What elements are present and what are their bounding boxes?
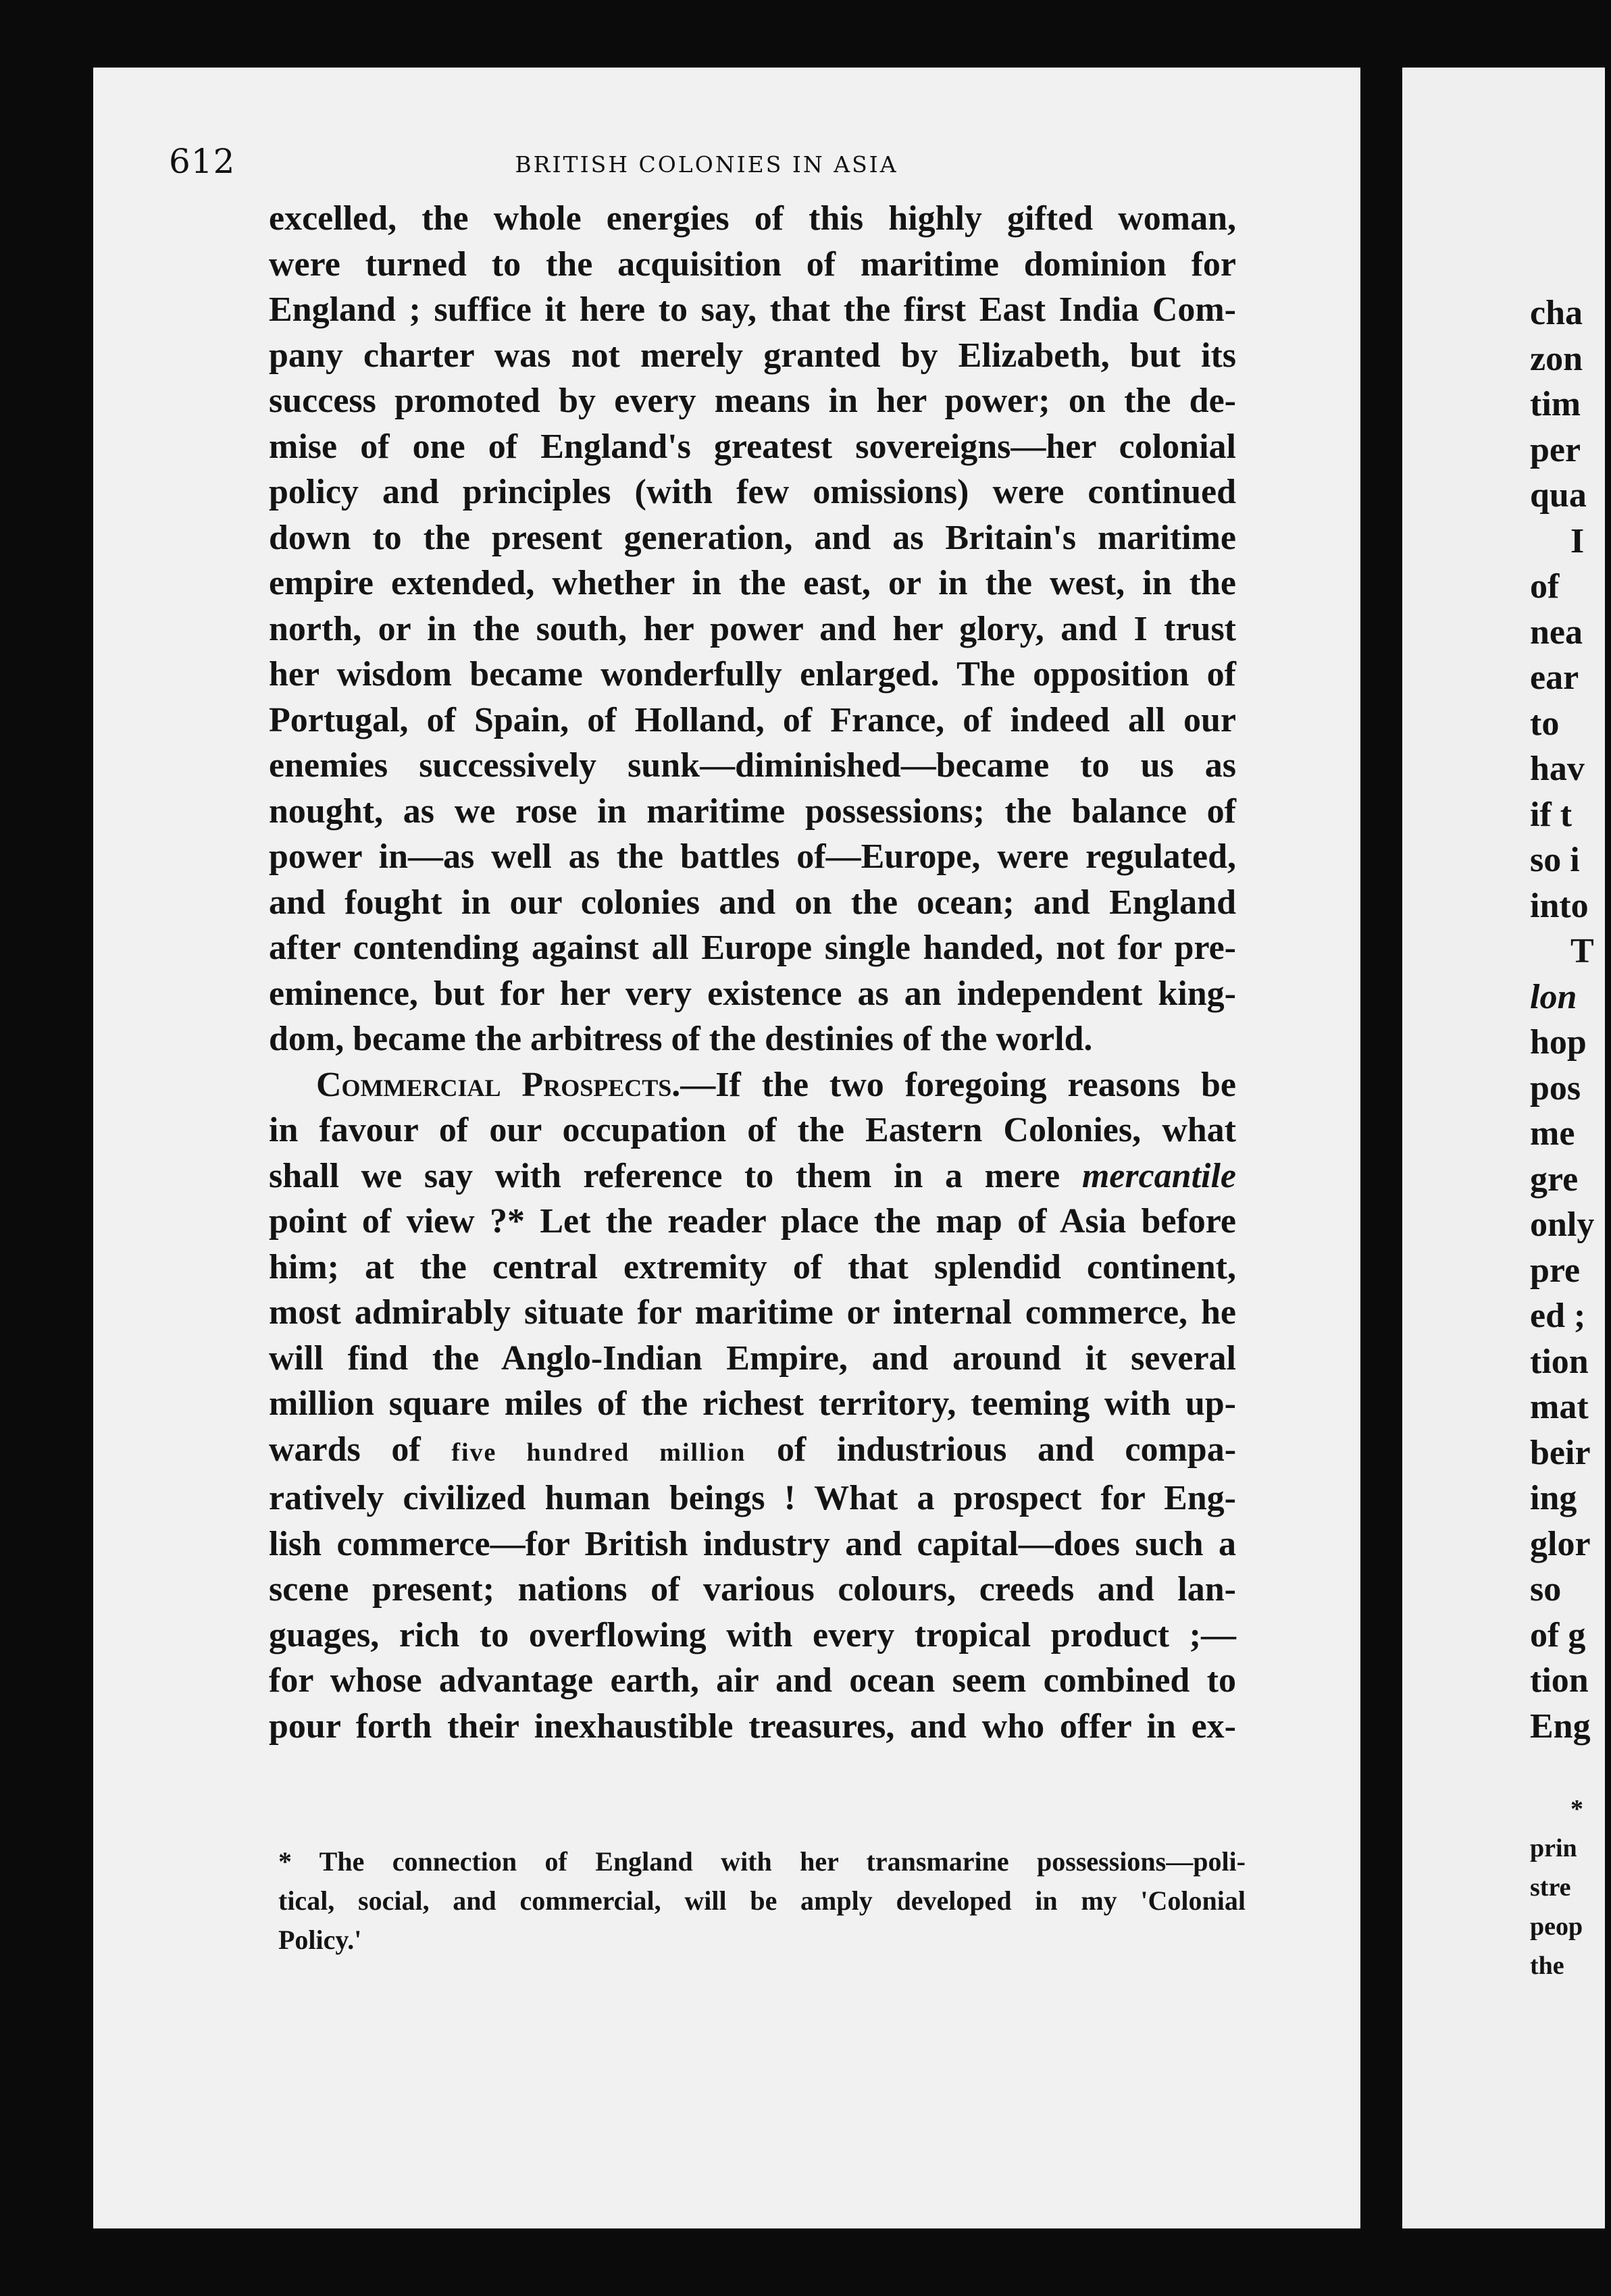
fragment: me xyxy=(1530,1114,1575,1153)
text-run: wards of xyxy=(269,1430,421,1469)
text-line: for whose advantage earth, air and ocean seem combined to xyxy=(269,1661,1236,1700)
fragment: if t xyxy=(1530,795,1572,834)
italic-word: mercantile xyxy=(1081,1156,1237,1195)
text-line: will find the Anglo-Indian Empire, and around it several xyxy=(269,1338,1236,1378)
fragment: of g xyxy=(1530,1615,1586,1654)
fragment: ed ; xyxy=(1530,1297,1586,1335)
text-line: pany charter was not merely granted by Elizabeth, but its xyxy=(269,336,1236,375)
text-line: empire extended, whether in the east, or in the west, in the xyxy=(269,564,1236,602)
text-line: England ; suffice it here to say, that the first East India Com- xyxy=(269,290,1236,329)
fragment: beir xyxy=(1530,1433,1591,1472)
section-heading: Commercial Prospects. xyxy=(316,1065,681,1104)
fragment: per xyxy=(1530,430,1581,469)
fragment: mat xyxy=(1530,1388,1589,1426)
text-line: Portugal, of Spain, of Holland, of France, of indeed all our xyxy=(269,700,1236,739)
fragment: glor xyxy=(1530,1524,1591,1563)
text-line: him; at the central extremity of that splendid continent, xyxy=(269,1247,1236,1286)
text-line xyxy=(269,1427,1236,1476)
fragment: prin xyxy=(1530,1834,1577,1862)
text-line: enemies successively sunk—diminished—became to us as xyxy=(269,746,1236,785)
fragment: ing xyxy=(1530,1479,1577,1517)
fragment: so i xyxy=(1530,841,1580,879)
fragment: pre xyxy=(1530,1251,1581,1290)
fragment: peop xyxy=(1530,1912,1583,1941)
text-run: of industrious and compa- xyxy=(776,1430,1237,1469)
text-line: nought, as we rose in maritime possessions; the balance of xyxy=(269,791,1236,831)
fragment: nea xyxy=(1530,612,1583,652)
fragment: I xyxy=(1570,521,1585,560)
text-line: pour forth their inexhaustible treasures, and who offer in ex- xyxy=(269,1706,1236,1746)
text-line: in favour of our occupation of the Eastern Colonies, what xyxy=(269,1111,1236,1149)
fragment: tion xyxy=(1530,1342,1589,1381)
running-head xyxy=(169,142,1244,196)
fragment: pos xyxy=(1530,1068,1581,1107)
spacer xyxy=(1530,1749,1611,1790)
fragment: tim xyxy=(1530,385,1581,423)
text-line: after contending against all Europe single handed, not for pre- xyxy=(269,929,1236,967)
footnote xyxy=(278,1842,1246,1960)
fragment: only xyxy=(1530,1205,1595,1244)
fragment: ear xyxy=(1530,658,1579,697)
fragment: of xyxy=(1530,567,1560,606)
fragment: qua xyxy=(1530,476,1587,515)
page-number: 612 xyxy=(169,142,236,181)
text-line xyxy=(269,1153,1236,1199)
text-line: excelled, the whole energies of this highly gifted woman, xyxy=(269,199,1236,238)
fragment: cha xyxy=(1530,294,1583,332)
text-line: most admirably situate for maritime or internal commerce, he xyxy=(269,1293,1236,1332)
right-page-text xyxy=(1530,290,1611,1985)
fragment: stre xyxy=(1530,1873,1571,1902)
fragment: * xyxy=(1570,1795,1583,1823)
text-line: and fought in our colonies and on the ocean; and England xyxy=(269,883,1236,922)
footnote-line: * The connection of England with her transmarine possessions—poli- xyxy=(278,1846,1246,1877)
text-line: lish commerce—for British industry and capital—does such a xyxy=(269,1524,1236,1563)
text-line: point of view ?* Let the reader place the map of Asia before xyxy=(269,1202,1236,1241)
fragment: Eng xyxy=(1530,1706,1591,1746)
fragment: so xyxy=(1530,1570,1562,1609)
page-title: BRITISH COLONIES IN ASIA xyxy=(515,151,898,178)
fragment: hav xyxy=(1530,750,1585,788)
fragment: the xyxy=(1530,1952,1564,1980)
fragment: zon xyxy=(1530,339,1583,378)
text-line: scene present; nations of various colours, creeds and lan- xyxy=(269,1570,1236,1609)
text-line: power in—as well as the battles of—Europe, were regulated, xyxy=(269,837,1236,876)
emphasis-caps: five hundred million xyxy=(451,1438,746,1467)
text-line: policy and principles (with few omissions) were continued xyxy=(269,473,1236,511)
text-line: million square miles of the richest territory, teeming with up- xyxy=(269,1384,1236,1423)
text-line: success promoted by every means in her power; on the de- xyxy=(269,382,1236,420)
text-line: guages, rich to overflowing with every tropical product ;— xyxy=(269,1615,1236,1654)
footnote-line: Policy.' xyxy=(278,1925,362,1955)
text-line: ratively civilized human beings ! What a prospect for Eng- xyxy=(269,1479,1236,1517)
text-line: north, or in the south, her power and her glory, and I trust xyxy=(269,609,1236,648)
text-run: —If the two foregoing reasons be xyxy=(680,1065,1237,1104)
body-text xyxy=(269,196,1236,1749)
footnote-line: tical, social, and commercial, will be amply developed in my 'Colonial xyxy=(278,1885,1246,1916)
text-line: down to the present generation, and as Britain's maritime xyxy=(269,518,1236,557)
text-run: shall we say with reference to them in a mere xyxy=(269,1156,1060,1195)
text-line: eminence, but for her very existence as an independent king- xyxy=(269,974,1236,1013)
text-line: dom, became the arbitress of the destinies of the world. xyxy=(269,1020,1093,1058)
fragment: lon xyxy=(1530,977,1577,1016)
fragment: gre xyxy=(1530,1159,1579,1199)
fragment: tion xyxy=(1530,1661,1589,1700)
text-line: were turned to the acquisition of maritime dominion for xyxy=(269,244,1236,284)
text-line: mise of one of England's greatest sovereigns—her colonial xyxy=(269,427,1236,466)
fragment: T xyxy=(1570,932,1594,970)
text-line: her wisdom became wonderfully enlarged. The opposition of xyxy=(269,655,1236,694)
text-line xyxy=(269,1062,1236,1108)
fragment: hop xyxy=(1530,1023,1587,1062)
fragment: into xyxy=(1530,886,1589,925)
fragment: to xyxy=(1530,704,1560,743)
